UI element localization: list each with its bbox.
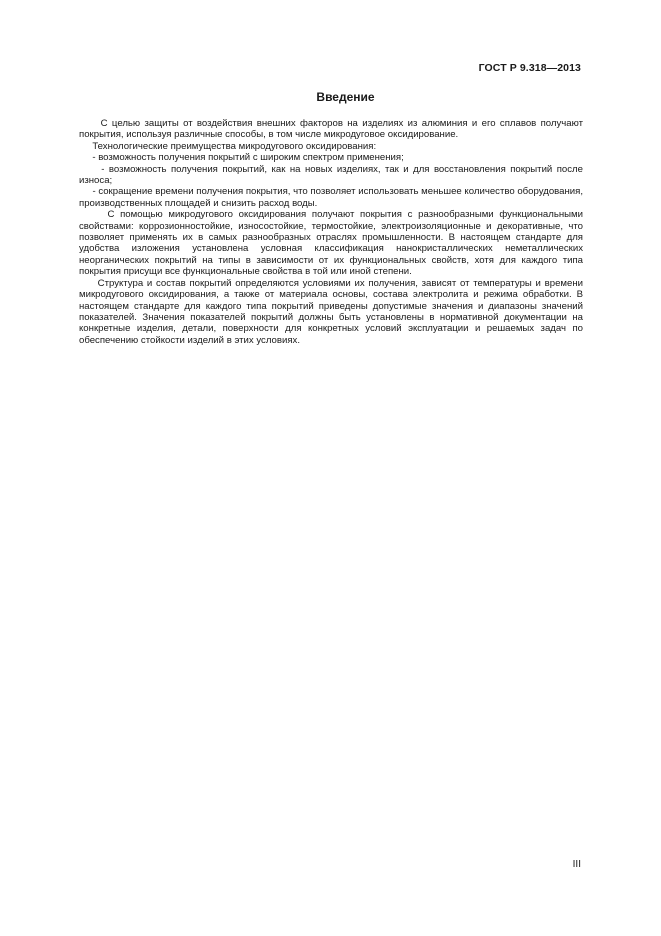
list-item-wide-application: - возможность получения покрытий с широким спектром применения; bbox=[79, 152, 404, 164]
body-text bbox=[79, 118, 586, 346]
paragraph-advantages-heading: Технологические преимущества микродугового оксидирования: bbox=[79, 140, 377, 152]
section-title: Введение bbox=[316, 90, 375, 104]
document-code: ГОСТ Р 9.318—2013 bbox=[478, 62, 581, 74]
page-number: III bbox=[572, 859, 581, 870]
list-item-time-reduction: - сокращение времени получения покрытия, что позволяет использовать меньшее количество оборудования, производственных площадей и снизить расход воды. bbox=[79, 186, 586, 209]
paragraph-purpose: С целью защиты от воздействия внешних факторов на изделиях из алюминия и его сплавов получают покрытия, используя различные способы, в том числе микродуговое оксидирование. bbox=[79, 118, 586, 141]
list-item-restoration: - возможность получения покрытий, как на новых изделиях, так и для восстановления покрытий после износа; bbox=[79, 163, 586, 187]
paragraph-functional-properties: С помощью микродугового оксидирования получают покрытия с разнообразными функциональными свойствами: коррозионностойкие, износостойкие, термостойкие, электроизоляционные и декоративные, что позволяет применять их в самых разнообразных отраслях промышленности. В настоящем стандарте для удобства изложения установлена условная классификация нанокристаллических неметаллических неорганических покрытий на типы в зависимости от их функциональных свойств, хотя для каждого типа покрытия присущи все функциональные свойства в той или иной степени. bbox=[79, 209, 586, 278]
paragraph-structure-composition: Структура и состав покрытий определяются условиями их получения, зависят от температуры и времени микродугового оксидирования, а также от материала основы, состава электролита и режима обработки. В настоящем стандарте для каждого типа покрытий приведены допустимые значения и диапазоны значений показателей. Значения показателей покрытий должны быть установлены в нормативной документации на конкретные изделия, детали, поверхности для конкретных условий эксплуатации и решаемых задач по обеспечению стойкости изделий в этих условиях. bbox=[79, 277, 586, 346]
